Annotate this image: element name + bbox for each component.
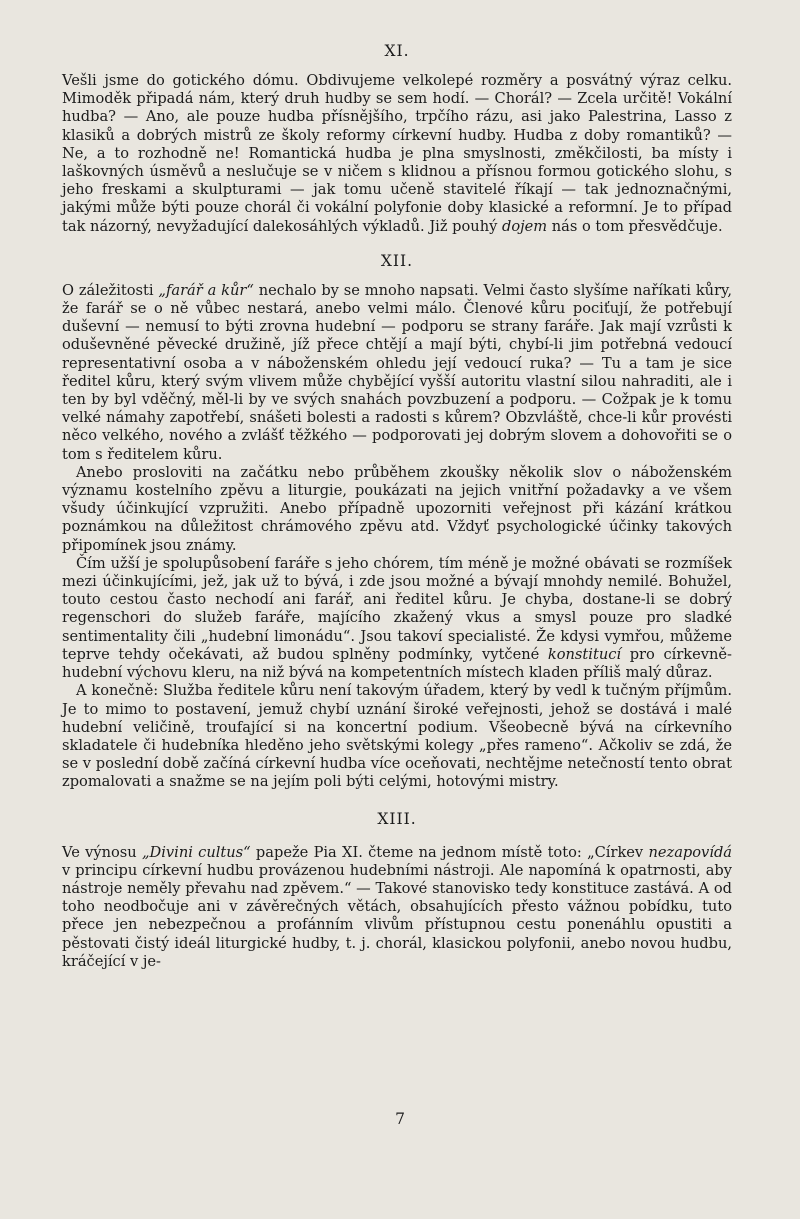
paragraph (62, 844, 732, 971)
section-xii (62, 250, 732, 792)
section-heading: XI. (384, 42, 410, 60)
paragraph (62, 72, 732, 236)
paragraph-text: Ve výnosu (62, 843, 142, 861)
paragraph (62, 282, 732, 464)
section-body (62, 844, 732, 971)
section-body (62, 72, 732, 236)
paragraph-text: papeže Pia XI. čteme na jednom místě toto: „Církev (250, 843, 649, 861)
italic-text: „Divini cultus“ (141, 843, 251, 861)
text-column (62, 40, 732, 971)
paragraph-text: Vešli jsme do gotického dómu. Obdivujeme velkolepé rozměry a posvátný výraz celku. Mimoděk připadá nám, který druh hudby se sem hodí. — Chorál? — Zcela určitě! Vokální hudba? — Ano, ale pouze hudba přísnějšího, trpčího rázu, asi jako Palestrina, Lasso z klasiků a dobrých mistrů ze školy reformy církevní hudby. Hudba z doby romantiků? — Ne, a to rozhodně ne! Romantická hudba je plna smyslnosti, změkčilosti, ba místy i laškovných úsměvů a neslučuje se v ničem s klidnou a přísnou formou gotického slohu, s jeho freskami a skulpturami — jak tomu učeně stavitelé říkají — tak jednoznačnými, jakými může býti pouze chorál či vokální polyfonie doby klasické a reformní. Je to případ tak názorný, nevyžadující dalekosáhlých výkladů. Již pouhý (62, 72, 732, 235)
paragraph-text: nás o tom přesvědčuje. (547, 217, 723, 235)
paragraph-text: nechalo by se mnoho napsati. Velmi často slyšíme naříkati kůry, že farář se o ně vůbec nestará, anebo velmi málo. Členové kůru pociťují, že potřebují duševní — nemusí to býti zrovna hudební — podporu se strany faráře. Jak mají vzrůsti k oduševněné pěvecké družině, jíž přece chtějí a mají býti, chybí-li jim potřebná vedoucí representativní osoba a v náboženském ohledu její vedoucí ruka? — Tu a tam je sice ředitel kůru, který svým vlivem může chybějící vyšší autoritu vlastní silou nahraditi, ale i ten by byl vděčný, měl-li by ve svých snahách povzbuzení a podporu. — Cožpak je k tomu velké námahy zapotřebí, snášeti bolesti a radosti s kůrem? Obzvláště, chce-li kůr provésti něco velkého, nového a zvlášť těžkého — podporovati jej dobrým slovem a dohovořiti se o tom s ředitelem kůru. (62, 281, 732, 463)
section-body (62, 282, 732, 792)
italic-text: dojem (501, 217, 548, 235)
section-heading: XII. (380, 251, 414, 270)
italic-text: nezapovídá (648, 843, 732, 861)
page-number: 7 (395, 1110, 405, 1128)
paragraph-text: Anebo prosloviti na začátku nebo průběhem zkoušky několik slov o náboženském významu kostelního zpěvu a liturgie, poukázati na jejich vnitřní požadavky a ve všem všudy účinkující vzpružiti. Anebo případně upozorniti veřejnost při kázání krátkou poznámkou na důležitost chrámového zpěvu atd. Vždyť psychologické účinky takových připomínek jsou známy. (62, 463, 732, 554)
paragraph (62, 682, 732, 791)
paragraph-text: Čím užší je spolupůsobení faráře s jeho chórem, tím méně je možné obávati se rozmíšek mezi účinkujícími, jež, jak už to bývá, i zde jsou možné a bývají mnohdy nemilé. Bohužel, touto cestou často nechodí ani farář, ani ředitel kůru. Je chyba, dostane-li se dobrý regenschori do služeb faráře, majícího zkažený vkus a smysl pouze pro sladké sentimentality čili „hudební limonádu“. Jsou takoví specialisté. Že kdysi vymřou, můžeme teprve tehdy očekávati, až budou splněny podmínky, vytčené (62, 554, 732, 663)
paragraph-text: O záležitosti (62, 281, 159, 299)
section-heading: XIII. (377, 809, 417, 828)
italic-text: „farář a kůr“ (158, 281, 254, 299)
paragraph-text: v principu církevní hudbu provázenou hudebními nástroji. Ale napomíná k opatrnosti, aby nástroje neměly převahu nad zpěvem.“ — Takové stanovisko tedy konstituce zastává. A od toho neodbočuje ani v závěrečných větách, obsahujících přesto vážnou pobídku, tuto přece jen nebezpečnou a profánním vlivům přístupnou cestu ponenáhlu opustiti a pěstovati čistý ideál liturgické hudby, t. j. chorál, klasickou polyfonii, anebo novou hudbu, kráčející v je- (62, 861, 732, 970)
section-xi (62, 40, 732, 236)
paragraph-text: pro církevně-hudební výchovu kleru, na niž bývá na kompetentních místech kladen příliš malý důraz. (62, 645, 732, 682)
paragraph (62, 555, 732, 682)
paragraph-text: A konečně: Služba ředitele kůru není takovým úřadem, který by vedl k tučným příjmům. Je to mimo to postavení, jemuž chybí uznání široké veřejnosti, jehož se dostává i malé hudební veličině, troufající si na koncertní podium. Všeobecně bývá na církevního skladatele či hudebníka hleděno jeho světskými kolegy „přes rameno“. Ačkoliv se zdá, že se v poslední době začíná církevní hudba více oceňovati, nechtějme netečností tento obrat zpomalovati a snažme se na jejím poli býti celými, hotovými mistry. (62, 682, 732, 791)
paragraph (62, 464, 732, 555)
section-xiii (62, 808, 732, 971)
italic-text: konstitucí (547, 645, 622, 663)
